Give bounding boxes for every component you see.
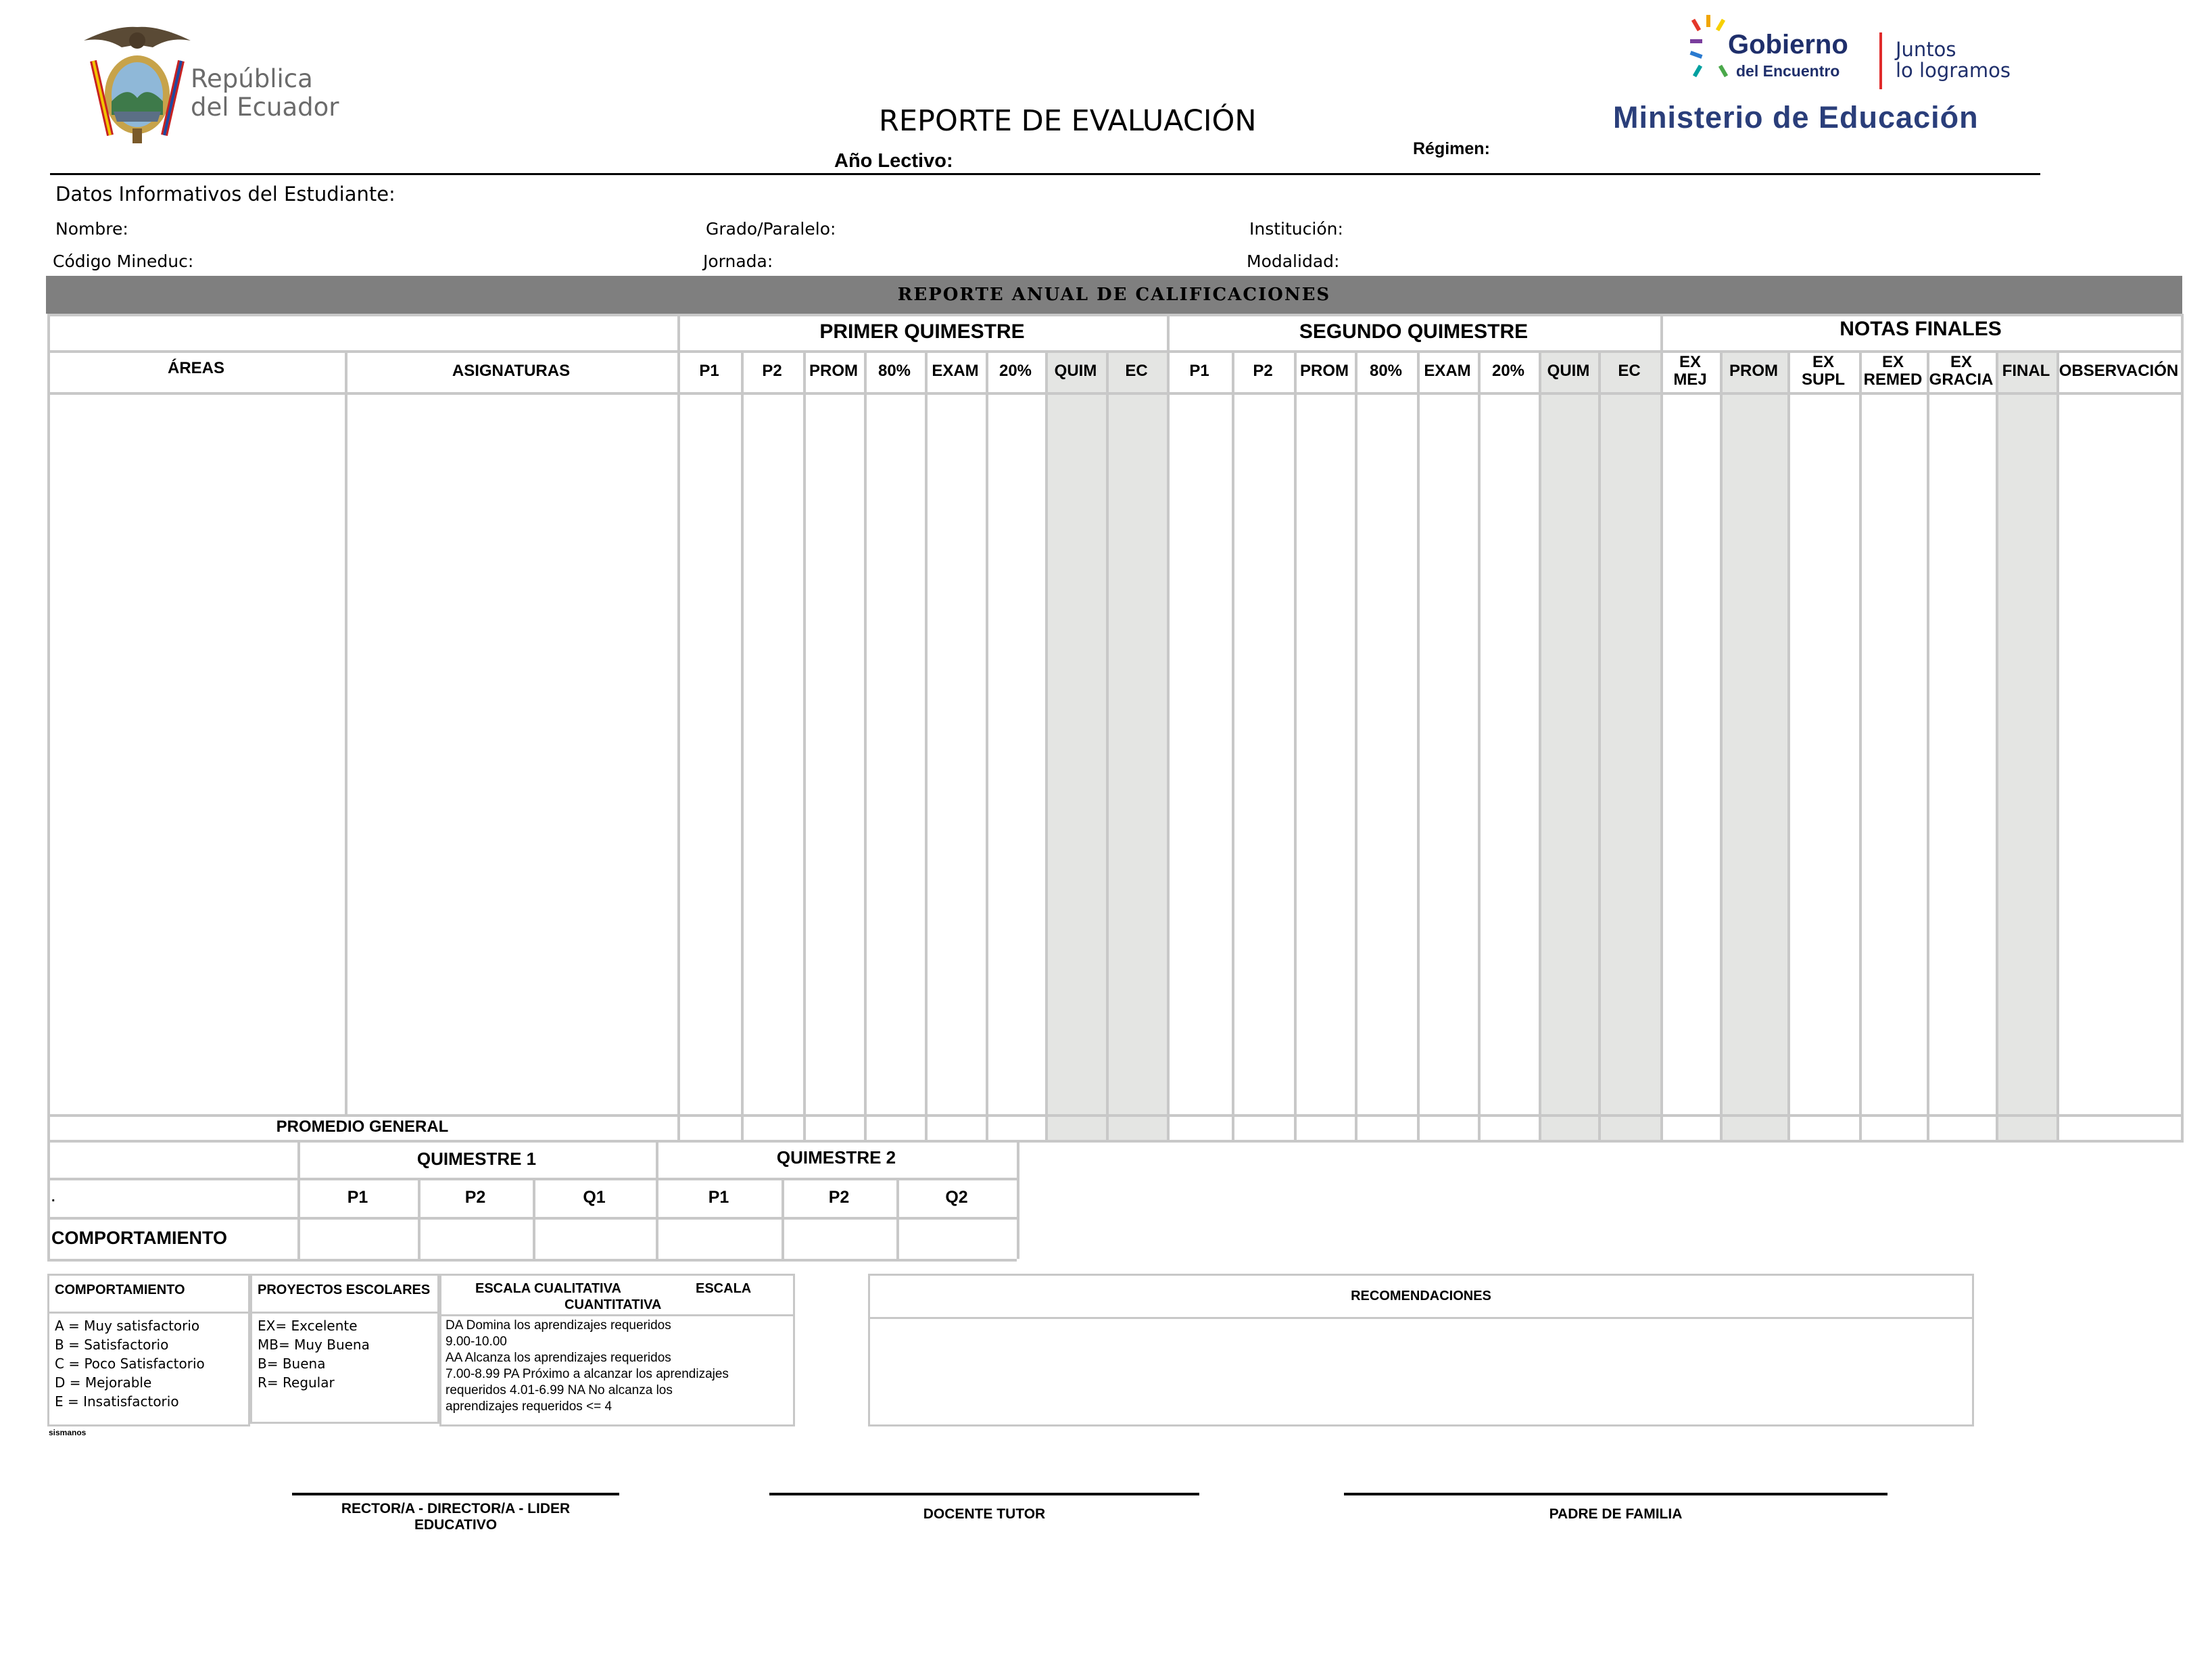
comportamiento-row-label: COMPORTAMIENTO bbox=[51, 1227, 227, 1248]
behavior-row-line bbox=[47, 1259, 1017, 1262]
header-rule bbox=[50, 173, 2040, 175]
shaded-column bbox=[1720, 350, 1787, 1140]
behavior-dot: . bbox=[51, 1189, 55, 1205]
final-col-6: OBSERVACIÓN bbox=[2059, 362, 2179, 380]
q2-col-3: 80% bbox=[1369, 362, 1403, 380]
report-banner bbox=[46, 276, 2182, 314]
behavior-q1-col-2: Q1 bbox=[583, 1187, 606, 1207]
juntos-line-1: Juntos bbox=[1896, 38, 1956, 61]
q1-col-1: P2 bbox=[762, 362, 782, 380]
grid-col-line bbox=[47, 314, 50, 1143]
docente-signature-label: DOCENTE TUTOR bbox=[923, 1506, 1046, 1522]
escala-line-3: AA Alcanza los aprendizajes requeridos bbox=[446, 1351, 671, 1365]
final-col-3: EX REMED bbox=[1863, 353, 1923, 389]
institucion-label: Institución: bbox=[1249, 219, 1343, 239]
grado-label: Grado/Paralelo: bbox=[706, 219, 836, 239]
padre-signature-label: PADRE DE FAMILIA bbox=[1549, 1506, 1683, 1522]
q1-col-2: PROM bbox=[809, 362, 858, 380]
proy-item-b: B= Buena bbox=[258, 1356, 326, 1372]
rector-line-1: RECTOR/A - DIRECTOR/A - LIDER bbox=[341, 1501, 571, 1516]
rector-signature-line bbox=[292, 1493, 619, 1495]
q1-col-7: EC bbox=[1125, 362, 1148, 380]
report-banner-text: REPORTE ANUAL DE CALIFICACIONES bbox=[897, 285, 1331, 305]
grid-col-line bbox=[1045, 350, 1048, 1143]
jornada-label: Jornada: bbox=[703, 251, 773, 271]
juntos-slogan bbox=[1896, 39, 2011, 81]
rector-line-2: EDUCATIVO bbox=[414, 1517, 498, 1533]
grid-col-line bbox=[1859, 350, 1862, 1143]
grid-col-line bbox=[741, 350, 744, 1143]
grid-col-line bbox=[1417, 350, 1420, 1143]
proy-item-r: R= Regular bbox=[258, 1374, 335, 1391]
report-title: REPORTE DE EVALUACIÓN bbox=[879, 104, 1257, 138]
escala-head-3: CUANTITATIVA bbox=[564, 1297, 662, 1312]
grid-col-line bbox=[1720, 350, 1723, 1143]
grid-col-line bbox=[345, 350, 347, 1117]
behavior-q2-col-0: P1 bbox=[708, 1187, 729, 1207]
shaded-column bbox=[1996, 350, 2057, 1140]
q1-col-0: P1 bbox=[699, 362, 719, 380]
notas-finales-header: NOTAS FINALES bbox=[1840, 318, 2002, 340]
escala-legend-head bbox=[441, 1276, 793, 1316]
q2-col-6: QUIM bbox=[1547, 362, 1590, 380]
docente-signature-line bbox=[769, 1493, 1199, 1495]
segundo-quimestre-header: SEGUNDO QUIMESTRE bbox=[1299, 320, 1529, 343]
republic-name bbox=[191, 65, 339, 122]
recomendaciones-box bbox=[868, 1274, 1974, 1426]
q1-col-4: EXAM bbox=[932, 362, 979, 380]
rector-signature-label bbox=[292, 1501, 619, 1533]
behavior-q1-col-0: P1 bbox=[347, 1187, 368, 1207]
gobierno-word: Gobierno bbox=[1728, 30, 1848, 59]
comp-item-b: B = Satisfactorio bbox=[55, 1337, 169, 1353]
q2-col-1: P2 bbox=[1253, 362, 1273, 380]
comportamiento-legend-head: COMPORTAMIENTO bbox=[49, 1276, 248, 1314]
padre-signature-line bbox=[1344, 1493, 1888, 1495]
ecuador-coat-of-arms bbox=[80, 20, 195, 145]
grid-col-line bbox=[2181, 314, 2184, 1143]
primer-quimestre-header: PRIMER QUIMESTRE bbox=[819, 320, 1025, 343]
final-col-5: FINAL bbox=[2002, 362, 2050, 380]
nombre-label: Nombre: bbox=[55, 219, 128, 239]
grid-col-line bbox=[925, 350, 928, 1143]
proyectos-legend-list bbox=[252, 1314, 437, 1395]
q2-col-0: P1 bbox=[1189, 362, 1209, 380]
escala-line-2: 9.00-10.00 bbox=[446, 1335, 507, 1349]
comp-item-a: A = Muy satisfactorio bbox=[55, 1318, 200, 1334]
q2-col-7: EC bbox=[1618, 362, 1641, 380]
grid-col-line bbox=[864, 350, 867, 1143]
grid-col-line bbox=[1927, 350, 1929, 1143]
ministerio-title: Ministerio de Educación bbox=[1613, 100, 1979, 135]
behavior-q2-col-1: P2 bbox=[828, 1187, 850, 1207]
republic-line-1: República bbox=[191, 64, 313, 93]
comportamiento-legend-list bbox=[49, 1314, 248, 1414]
grid-col-line bbox=[2057, 350, 2059, 1143]
escala-head-1: ESCALA CUALITATIVA bbox=[475, 1281, 621, 1296]
escala-line-1: DA Domina los aprendizajes requeridos bbox=[446, 1318, 671, 1333]
q2-col-4: EXAM bbox=[1424, 362, 1471, 380]
gobierno-logo-icon bbox=[1689, 14, 1733, 81]
behavior-col-line bbox=[1017, 1140, 1019, 1259]
grid-col-line bbox=[803, 350, 806, 1143]
codigo-label: Código Mineduc: bbox=[53, 251, 194, 271]
grid-col-line bbox=[1294, 350, 1297, 1143]
grid-col-line bbox=[1996, 350, 1998, 1143]
republic-line-2: del Ecuador bbox=[191, 93, 339, 122]
behavior-q2-col-2: Q2 bbox=[945, 1187, 968, 1207]
q1-col-3: 80% bbox=[877, 362, 911, 380]
proyectos-legend-head: PROYECTOS ESCOLARES bbox=[252, 1276, 437, 1314]
gobierno-sub: del Encuentro bbox=[1736, 62, 1840, 80]
grid-col-line bbox=[1660, 314, 1663, 1143]
modalidad-label: Modalidad: bbox=[1247, 251, 1340, 271]
anio-lectivo-label: Año Lectivo: bbox=[834, 150, 953, 172]
quimestre-2-header: QUIMESTRE 2 bbox=[776, 1147, 896, 1168]
grid-col-line bbox=[1232, 350, 1234, 1143]
q1-col-6: QUIM bbox=[1054, 362, 1097, 380]
escala-line-5: requeridos 4.01-6.99 NA No alcanza los bbox=[446, 1383, 673, 1397]
q1-col-5: 20% bbox=[999, 362, 1032, 380]
final-col-1: PROM bbox=[1729, 362, 1778, 380]
escala-legend-lines bbox=[441, 1316, 793, 1416]
grid-col-line bbox=[677, 314, 680, 1143]
grid-col-line bbox=[1478, 350, 1481, 1143]
comp-item-d: D = Mejorable bbox=[55, 1374, 152, 1391]
regimen-label: Régimen: bbox=[1413, 139, 1490, 158]
grid-col-line bbox=[1539, 350, 1541, 1143]
student-section-title: Datos Informativos del Estudiante: bbox=[55, 183, 395, 206]
quimestre-1-header: QUIMESTRE 1 bbox=[416, 1148, 537, 1169]
promedio-general-label: PROMEDIO GENERAL bbox=[276, 1118, 449, 1136]
asignaturas-header: ASIGNATURAS bbox=[452, 362, 571, 380]
proy-item-mb: MB= Muy Buena bbox=[258, 1337, 370, 1353]
final-col-2: EX SUPL bbox=[1801, 353, 1845, 389]
comp-item-e: E = Insatisfactorio bbox=[55, 1393, 179, 1410]
escala-line-6: aprendizajes requeridos <= 4 bbox=[446, 1399, 612, 1414]
juntos-line-2: lo logramos bbox=[1896, 59, 2011, 82]
final-col-0: EX MEJ bbox=[1673, 353, 1707, 389]
grid-col-line bbox=[986, 350, 988, 1143]
grid-col-line bbox=[1106, 350, 1109, 1143]
areas-header: ÁREAS bbox=[167, 359, 224, 377]
grid-col-line bbox=[1167, 314, 1170, 1143]
grid-col-line bbox=[1598, 350, 1601, 1143]
comp-item-c: C = Poco Satisfactorio bbox=[55, 1356, 205, 1372]
comportamiento-legend bbox=[47, 1274, 250, 1426]
escala-line-4: 7.00-8.99 PA Próximo a alcanzar los aprendizajes bbox=[446, 1367, 729, 1381]
escala-legend bbox=[439, 1274, 795, 1426]
final-col-4: EX GRACIA bbox=[1929, 353, 1994, 389]
escala-head-2: ESCALA bbox=[696, 1281, 752, 1296]
proy-item-ex: EX= Excelente bbox=[258, 1318, 358, 1334]
q2-col-5: 20% bbox=[1491, 362, 1525, 380]
behavior-q1-col-1: P2 bbox=[464, 1187, 486, 1207]
gobierno-divider bbox=[1879, 32, 1882, 89]
sismanos-mark: sismanos bbox=[49, 1428, 87, 1437]
proyectos-legend bbox=[250, 1274, 439, 1424]
q2-col-2: PROM bbox=[1300, 362, 1349, 380]
grid-col-line bbox=[1787, 350, 1790, 1143]
recomendaciones-head: RECOMENDACIONES bbox=[870, 1276, 1972, 1319]
grid-col-line bbox=[1355, 350, 1357, 1143]
